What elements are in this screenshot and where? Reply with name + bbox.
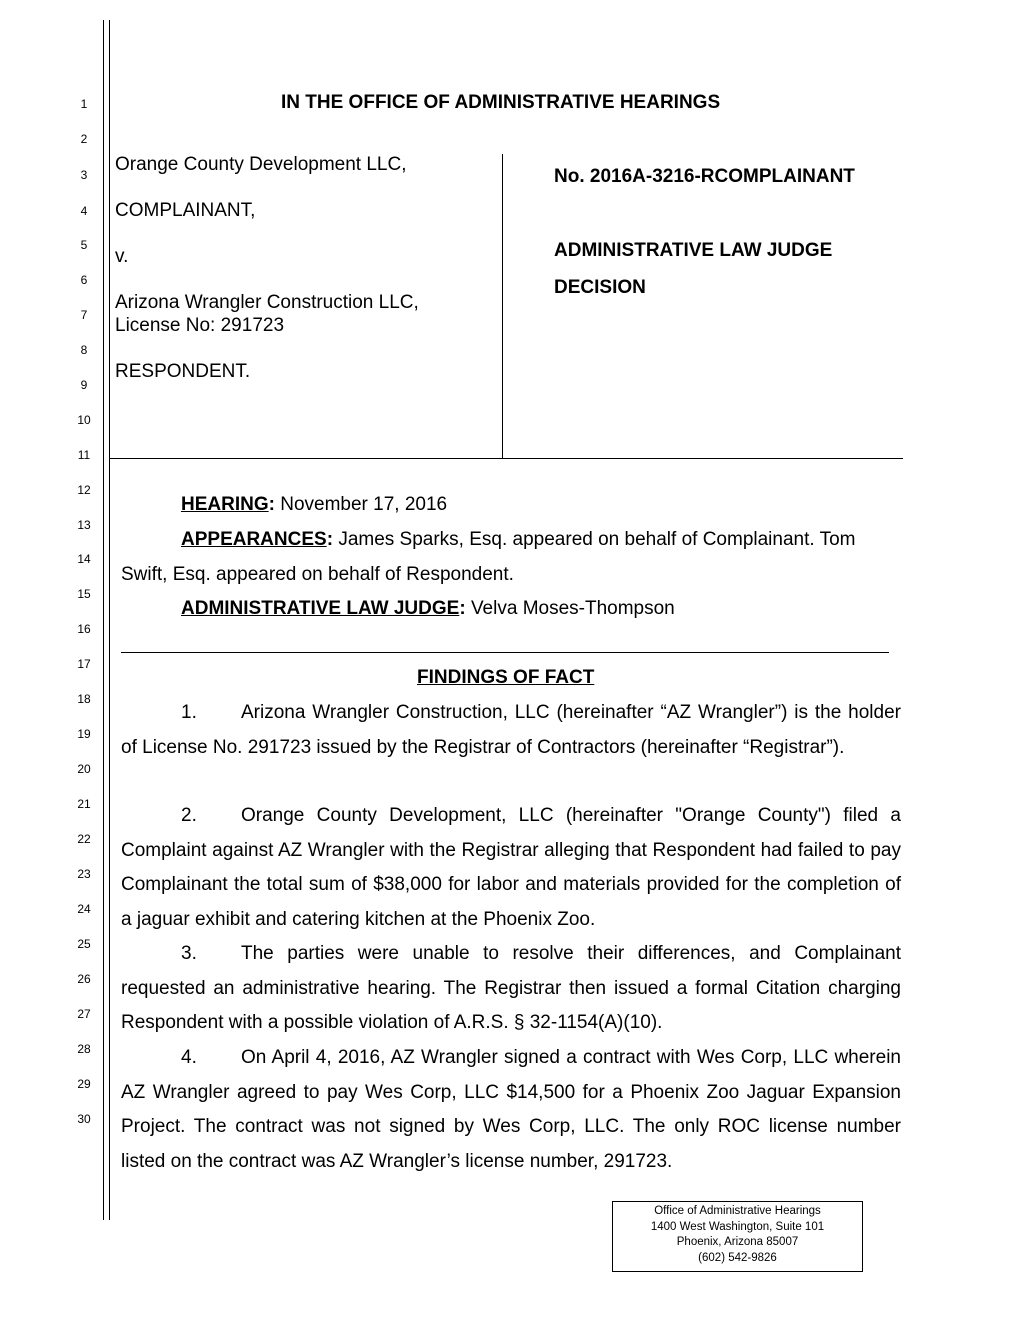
finding-paragraph <box>121 1041 901 1180</box>
office-name: Office of Administrative Hearings <box>654 1205 821 1217</box>
page-title: IN THE OFFICE OF ADMINISTRATIVE HEARINGS <box>281 92 721 113</box>
line-number: 22 <box>77 832 91 846</box>
finding-text: Arizona Wrangler Construction, LLC (hereinafter “AZ Wrangler”) is the holder of License No. 291723 issued by the Registrar of Contractors (hereinafter “Registrar”). <box>121 702 901 758</box>
caption-bottom-rule <box>110 458 903 459</box>
line-number: 17 <box>77 657 91 671</box>
line-number: 21 <box>77 797 91 811</box>
respondent-name: Arizona Wrangler Construction LLC, <box>115 292 419 313</box>
hearing-date: November 17, 2016 <box>280 494 448 515</box>
line-number: 20 <box>77 762 91 776</box>
line-number: 27 <box>77 1007 91 1021</box>
hearing-colon: : <box>268 494 275 515</box>
alj-label: ADMINISTRATIVE LAW JUDGE <box>181 598 460 619</box>
alj-line <box>181 598 675 620</box>
line-number: 15 <box>77 587 91 601</box>
finding-text: On April 4, 2016, AZ Wrangler signed a contract with Wes Corp, LLC wherein AZ Wrangler agreed to pay Wes Corp, LLC $14,500 for a Phoenix Zoo Jaguar Expansion Project. The contract was not signed by Wes Corp, LLC. The only ROC license number listed on the contract was AZ Wrangler’s license number, 291723. <box>121 1047 901 1173</box>
alj-name: Velva Moses-Thompson <box>470 598 675 619</box>
line-number: 4 <box>80 204 88 218</box>
hearing-label: HEARING <box>181 494 269 515</box>
line-number: 11 <box>77 448 91 462</box>
office-phone: (602) 542-9826 <box>698 1251 777 1264</box>
finding-paragraph <box>121 799 901 938</box>
line-number: 28 <box>77 1042 91 1056</box>
finding-number: 1. <box>181 702 197 723</box>
hearing-line <box>181 494 447 516</box>
findings-heading: FINDINGS OF FACT <box>417 667 595 688</box>
finding-number: 3. <box>181 943 197 964</box>
decision-title-line1: ADMINISTRATIVE LAW JUDGE <box>554 240 833 261</box>
decision-title-line2: DECISION <box>554 277 646 298</box>
alj-colon: : <box>459 598 466 619</box>
line-number: 10 <box>77 413 91 427</box>
appearances-text: James Sparks, Esq. appeared on behalf of Complainant. Tom <box>338 529 856 550</box>
caption-divider <box>502 154 503 458</box>
case-number: No. 2016A-3216-RCOMPLAINANT <box>554 166 855 187</box>
line-number: 19 <box>77 727 91 741</box>
finding-number: 4. <box>181 1047 197 1068</box>
line-number: 9 <box>80 378 88 392</box>
complainant-role: COMPLAINANT, <box>115 200 256 221</box>
finding-text: The parties were unable to resolve their differences, and Complainant requested an administrative hearing. The Registrar then issued a formal Citation charging Respondent with a possible violation of A.R.S. § 32-1154(A)(10). <box>121 943 901 1034</box>
left-margin-rule-inner <box>109 20 110 1220</box>
office-city: Phoenix, Arizona 85007 <box>676 1236 799 1248</box>
line-number: 7 <box>80 308 88 322</box>
line-number: 13 <box>77 518 91 532</box>
line-number: 29 <box>77 1077 91 1091</box>
line-number: 12 <box>77 483 91 497</box>
line-number: 23 <box>77 867 91 881</box>
section-divider <box>121 652 889 653</box>
line-number: 16 <box>77 622 91 636</box>
left-margin-rule-outer <box>103 20 104 1220</box>
line-number: 26 <box>77 972 91 986</box>
line-number: 25 <box>77 937 91 951</box>
complainant-name: Orange County Development LLC, <box>115 154 407 175</box>
finding-text: Orange County Development, LLC (hereinafter "Orange County") filed a Complaint against AZ Wrangler with the Registrar alleging that Respondent had failed to pay Complainant the total sum of $38,000 for labor and materials provided for the completion of a jaguar exhibit and catering kitchen at the Phoenix Zoo. <box>121 805 901 931</box>
finding-paragraph <box>121 937 901 1041</box>
finding-number: 2. <box>181 805 197 826</box>
appearances-line <box>181 529 855 551</box>
line-number: 1 <box>80 97 88 111</box>
line-number: 8 <box>80 343 88 357</box>
office-street: 1400 West Washington, Suite 101 <box>650 1220 825 1233</box>
appearances-continuation: Swift, Esq. appeared on behalf of Respondent. <box>121 564 514 585</box>
finding-paragraph <box>121 696 901 765</box>
office-address-box <box>612 1201 863 1272</box>
appearances-label: APPEARANCES <box>181 529 327 550</box>
line-number: 2 <box>80 132 88 146</box>
respondent-role: RESPONDENT. <box>115 361 251 382</box>
appearances-colon: : <box>326 529 334 550</box>
line-number: 24 <box>77 902 91 916</box>
line-number: 14 <box>77 552 91 566</box>
line-number: 30 <box>77 1112 91 1126</box>
respondent-license: License No: 291723 <box>115 315 285 336</box>
line-number: 18 <box>77 692 91 706</box>
line-number: 6 <box>80 273 88 287</box>
line-number: 5 <box>80 238 88 252</box>
line-number: 3 <box>80 168 88 182</box>
versus: v. <box>115 246 129 267</box>
